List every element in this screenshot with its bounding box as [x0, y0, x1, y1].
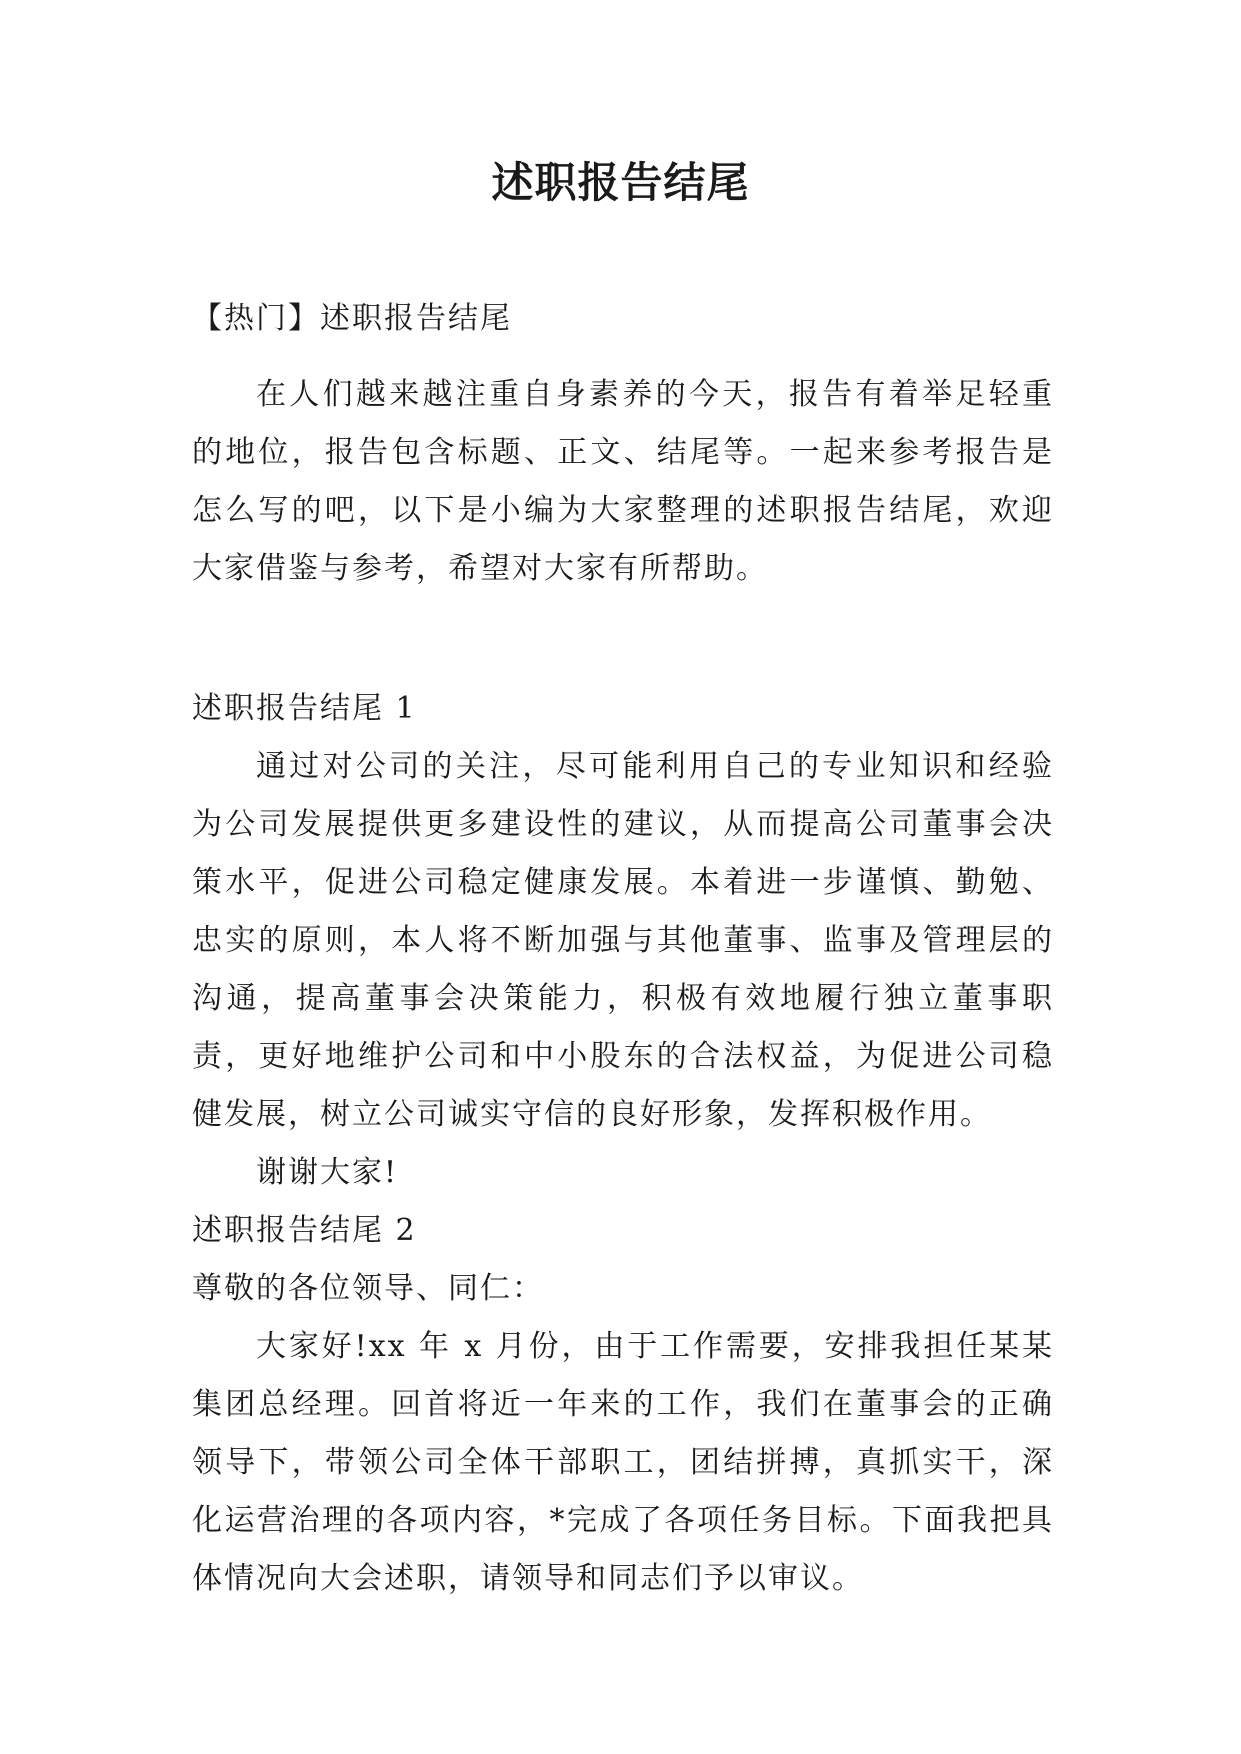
spacer: [192, 598, 1054, 680]
section2-salutation: 尊敬的各位领导、同仁：: [192, 1271, 544, 1306]
intro-heading: 【热门】述职报告结尾: [192, 301, 512, 336]
document-title: 述职报告结尾: [491, 158, 750, 207]
section1-closing: 谢谢大家!: [256, 1155, 399, 1190]
section1-heading: 述职报告结尾 1: [192, 691, 417, 726]
intro-paragraph: 在人们越来越注重自身素养的今天，报告有着举足轻重的地位，报告包含标题、正文、结尾等。一起来参考报告是怎么写的吧，以下是小编为大家整理的述职报告结尾，欢迎大家借鉴与参考，希望对大家有所帮助。: [192, 377, 1054, 586]
section2-paragraph: 大家好!xx 年 x 月份，由于工作需要，安排我担任某某集团总经理。回首将近一年来的工作，我们在董事会的正确领导下，带领公司全体干部职工，团结拼搏，真抓实干，深化运营治理的各项内容，*完成了各项任务目标。下面我把具体情况向大会述职，请领导和同志们予以审议。: [192, 1329, 1054, 1596]
document-body: [192, 290, 1054, 1608]
section1-paragraph: 通过对公司的关注，尽可能利用自己的专业知识和经验为公司发展提供更多建设性的建议，从而提高公司董事会决策水平，促进公司稳定健康发展。本着进一步谨慎、勤勉、忠实的原则，本人将不断加强与其他董事、监事及管理层的沟通，提高董事会决策能力，积极有效地履行独立董事职责，更好地维护公司和中小股东的合法权益，为促进公司稳健发展，树立公司诚实守信的良好形象，发挥积极作用。: [192, 749, 1054, 1132]
section2-heading: 述职报告结尾 2: [192, 1213, 417, 1248]
spacer: [192, 348, 1054, 366]
